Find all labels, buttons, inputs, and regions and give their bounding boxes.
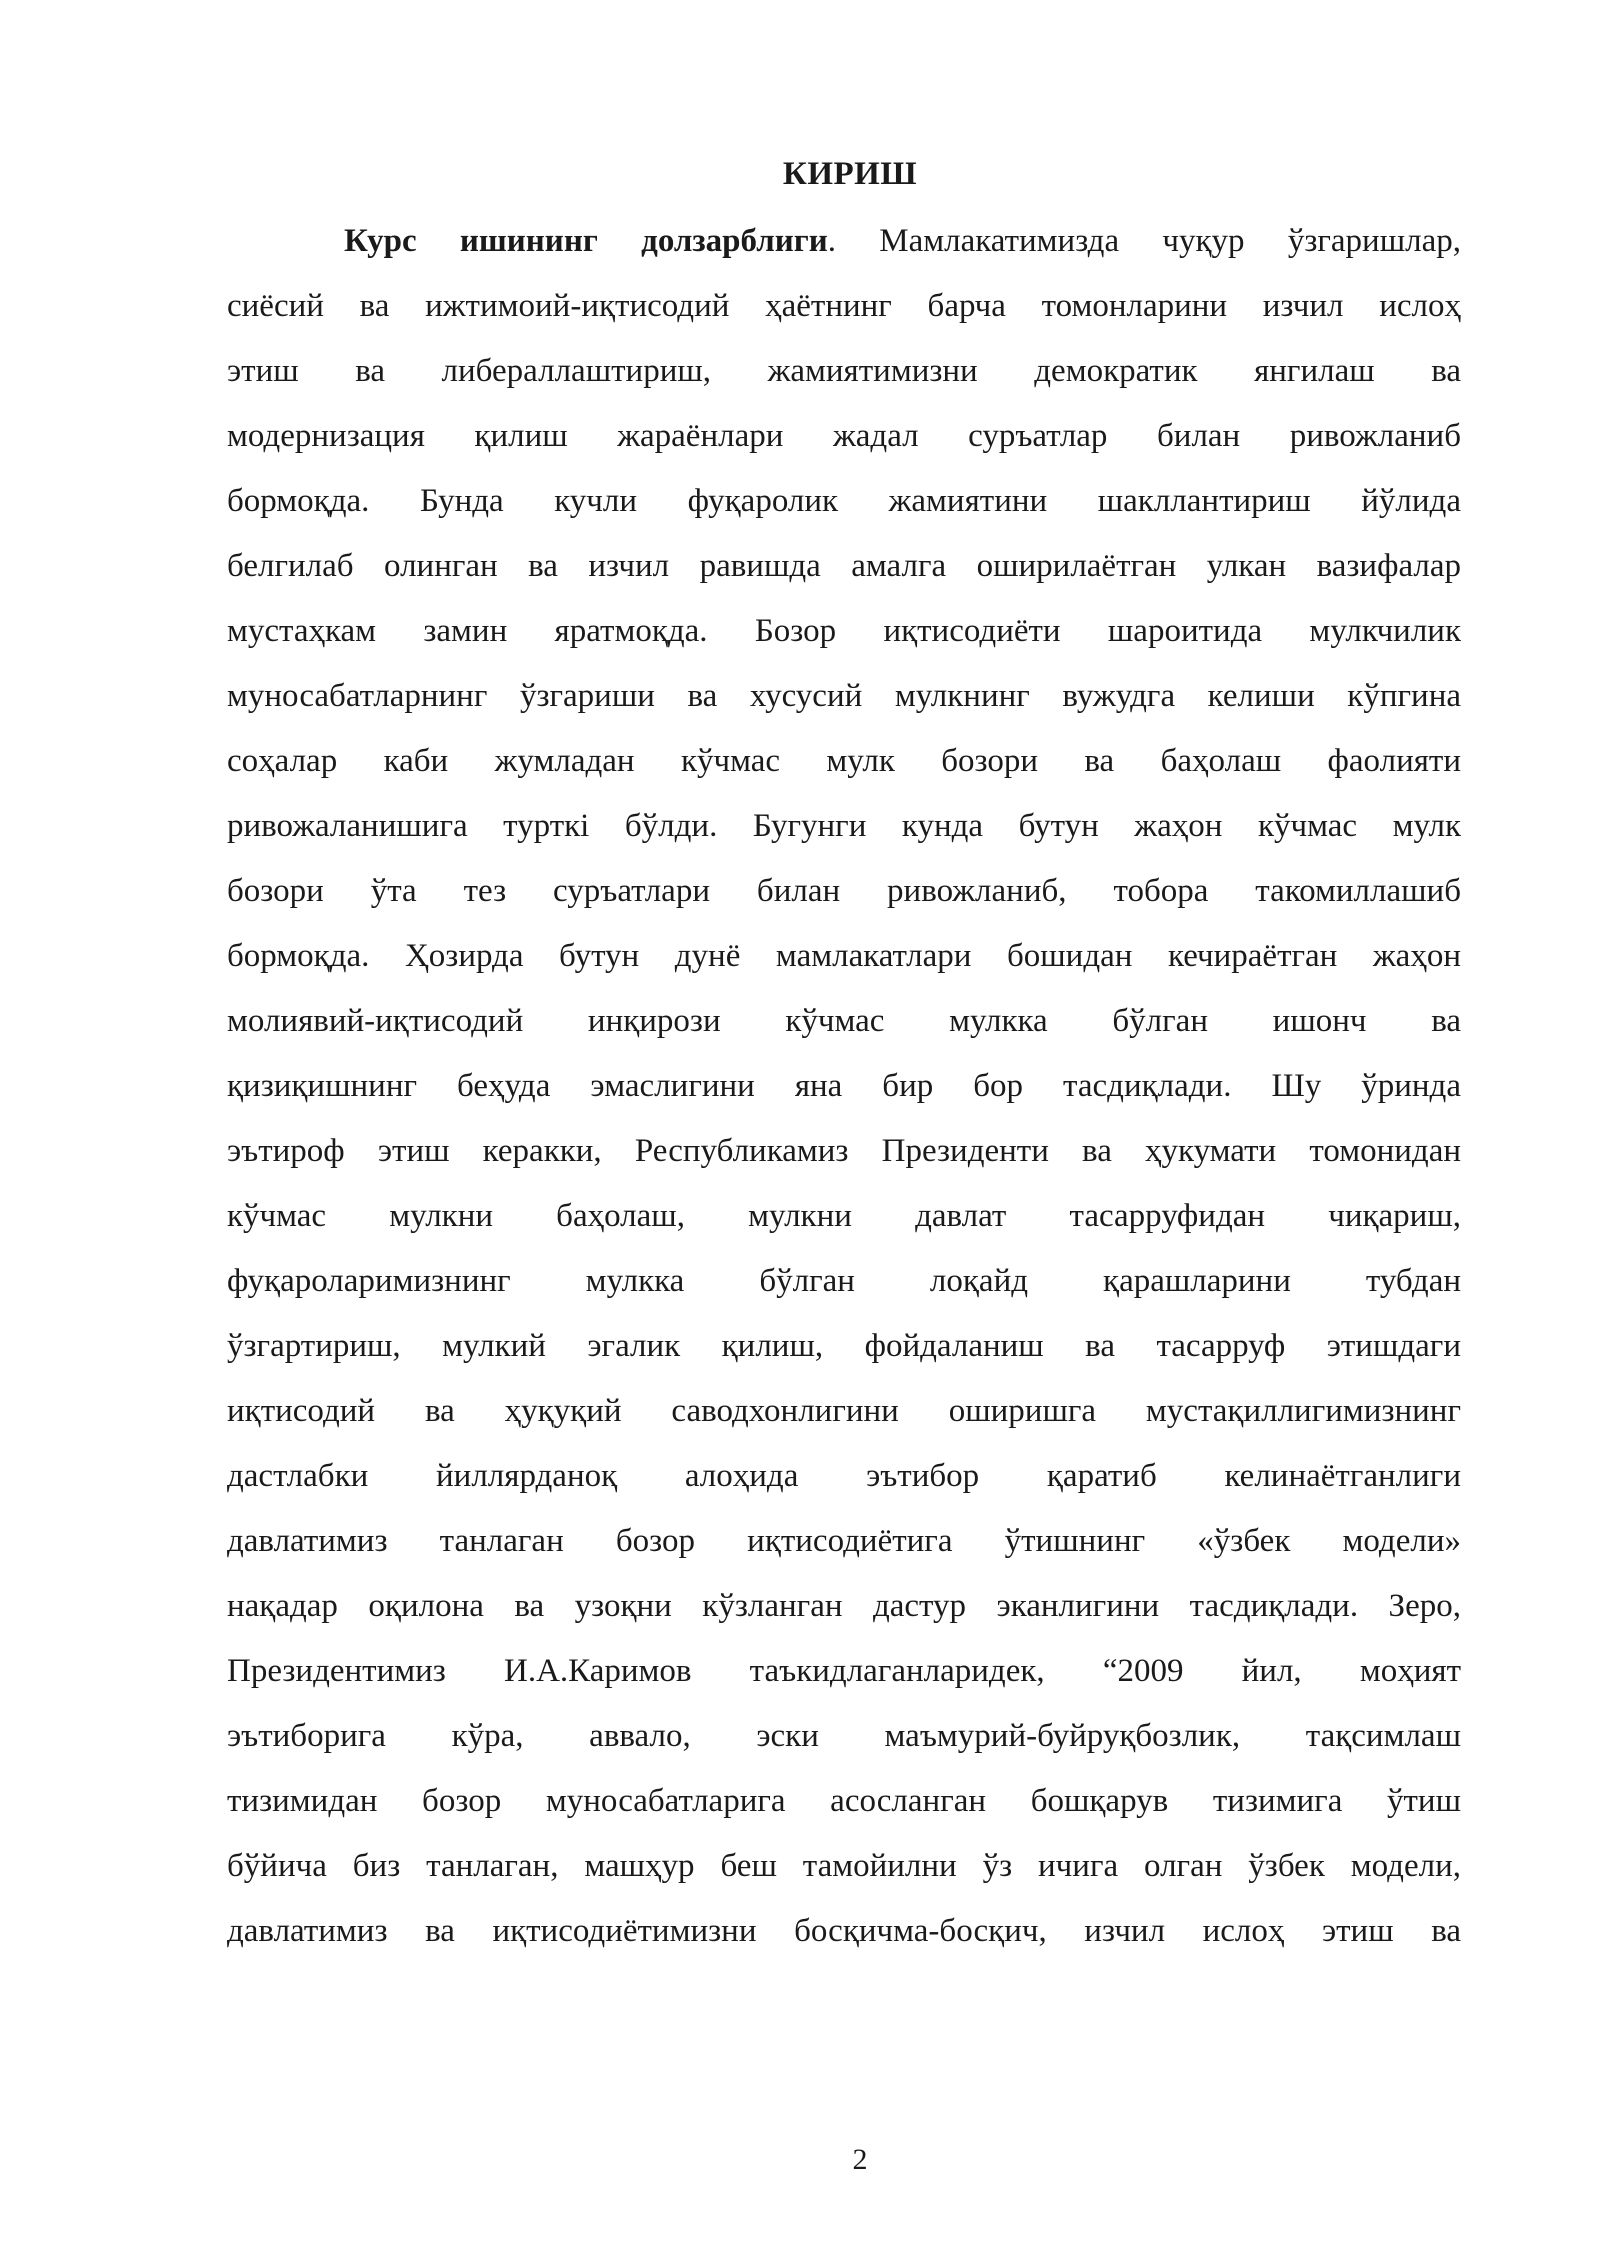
- text-line: этиш ва либераллаштириш, жамиятимизни демократик янгилаш ва: [227, 353, 1461, 389]
- text-line: бормоқда. Бунда кучли фуқаролик жамиятини шакллантириш йўлида: [227, 483, 1461, 519]
- text-line: мустаҳкам замин яратмоқда. Бозор иқтисодиёти шароитида мулкчилик: [227, 613, 1461, 649]
- text-line: қизиқишнинг беҳуда эмаслигини яна бир бор тасдиқлади. Шу ўринда: [227, 1068, 1461, 1104]
- text-line: ривожаланишига турткi бўлди. Бугунги кунда бутун жаҳон кўчмас мулк: [227, 808, 1461, 844]
- text-line: муносабатларнинг ўзгариши ва хусусий мулкнинг вужудга келиши кўпгина: [227, 678, 1461, 714]
- text-line: фуқароларимизнинг мулкка бўлган лоқайд қарашларини тубдан: [227, 1263, 1461, 1299]
- text-line: эътиборига кўра, аввало, эски маъмурий-буйруқбозлик, тақсимлаш: [227, 1718, 1461, 1754]
- text-line: ўзгартириш, мулкий эгалик қилиш, фойдаланиш ва тасарруф этишдаги: [227, 1328, 1461, 1364]
- text-line: молиявий-иқтисодий инқирози кўчмас мулкка бўлган ишонч ва: [227, 1003, 1461, 1039]
- text-line: модернизация қилиш жараёнлари жадал суръатлар билан ривожланиб: [227, 418, 1461, 454]
- text-line: давлатимиз танлаган бозор иқтисодиётига ўтишнинг «ўзбек модели»: [227, 1523, 1461, 1559]
- section-heading: КИРИШ: [782, 156, 918, 192]
- text-line: сиёсий ва ижтимоий-иқтисодий ҳаётнинг барча томонларини изчил ислоҳ: [227, 288, 1461, 324]
- text-line: нақадар оқилона ва узоқни кўзланган дастур эканлигини тасдиқлади. Зеро,: [227, 1588, 1461, 1624]
- text-line: тизимидан бозор муносабатларига асосланган бошқарув тизимига ўтиш: [227, 1783, 1461, 1819]
- text-line: эътироф этиш керакки, Республикамиз Президенти ва ҳукумати томонидан: [227, 1133, 1461, 1169]
- text-line: бўйича биз танлаган, машҳур беш тамойилни ўз ичига олган ўзбек модели,: [227, 1848, 1461, 1884]
- body-paragraph: [227, 212, 1461, 1967]
- text-line: бормоқда. Ҳозирда бутун дунё мамлакатлари бошидан кечираётган жаҳон: [227, 938, 1461, 974]
- text-line: бозори ўта тез суръатлари билан ривожланиб, тобора такомиллашиб: [227, 873, 1461, 909]
- text-line: иқтисодий ва ҳуқуқий саводхонлигини оширишга мустақиллигимизнинг: [227, 1393, 1461, 1429]
- text-line: [227, 212, 1461, 277]
- text-line: давлатимиз ва иқтисодиётимизни босқичма-босқич, изчил ислоҳ этиш ва: [227, 1913, 1461, 1949]
- text-line: дастлабки йиллярданоқ алоҳида эътибор қаратиб келинаётганлиги: [227, 1458, 1461, 1494]
- text-line: Президентимиз И.А.Каримов таъкидлаганларидек, “2009 йил, моҳият: [227, 1653, 1461, 1689]
- text-line-content: . Мамлакатимизда чуқур ўзгаришлар,: [827, 223, 1461, 259]
- text-line: кўчмас мулкни баҳолаш, мулкни давлат тасарруфидан чиқариш,: [227, 1198, 1461, 1234]
- page-number: 2: [852, 2143, 868, 2176]
- text-line: белгилаб олинган ва изчил равишда амалга оширилаётган улкан вазифалар: [227, 548, 1461, 584]
- lead-phrase: Курс ишининг долзарблиги: [344, 223, 828, 259]
- text-line: соҳалар каби жумладан кўчмас мулк бозори ва баҳолаш фаолияти: [227, 743, 1461, 779]
